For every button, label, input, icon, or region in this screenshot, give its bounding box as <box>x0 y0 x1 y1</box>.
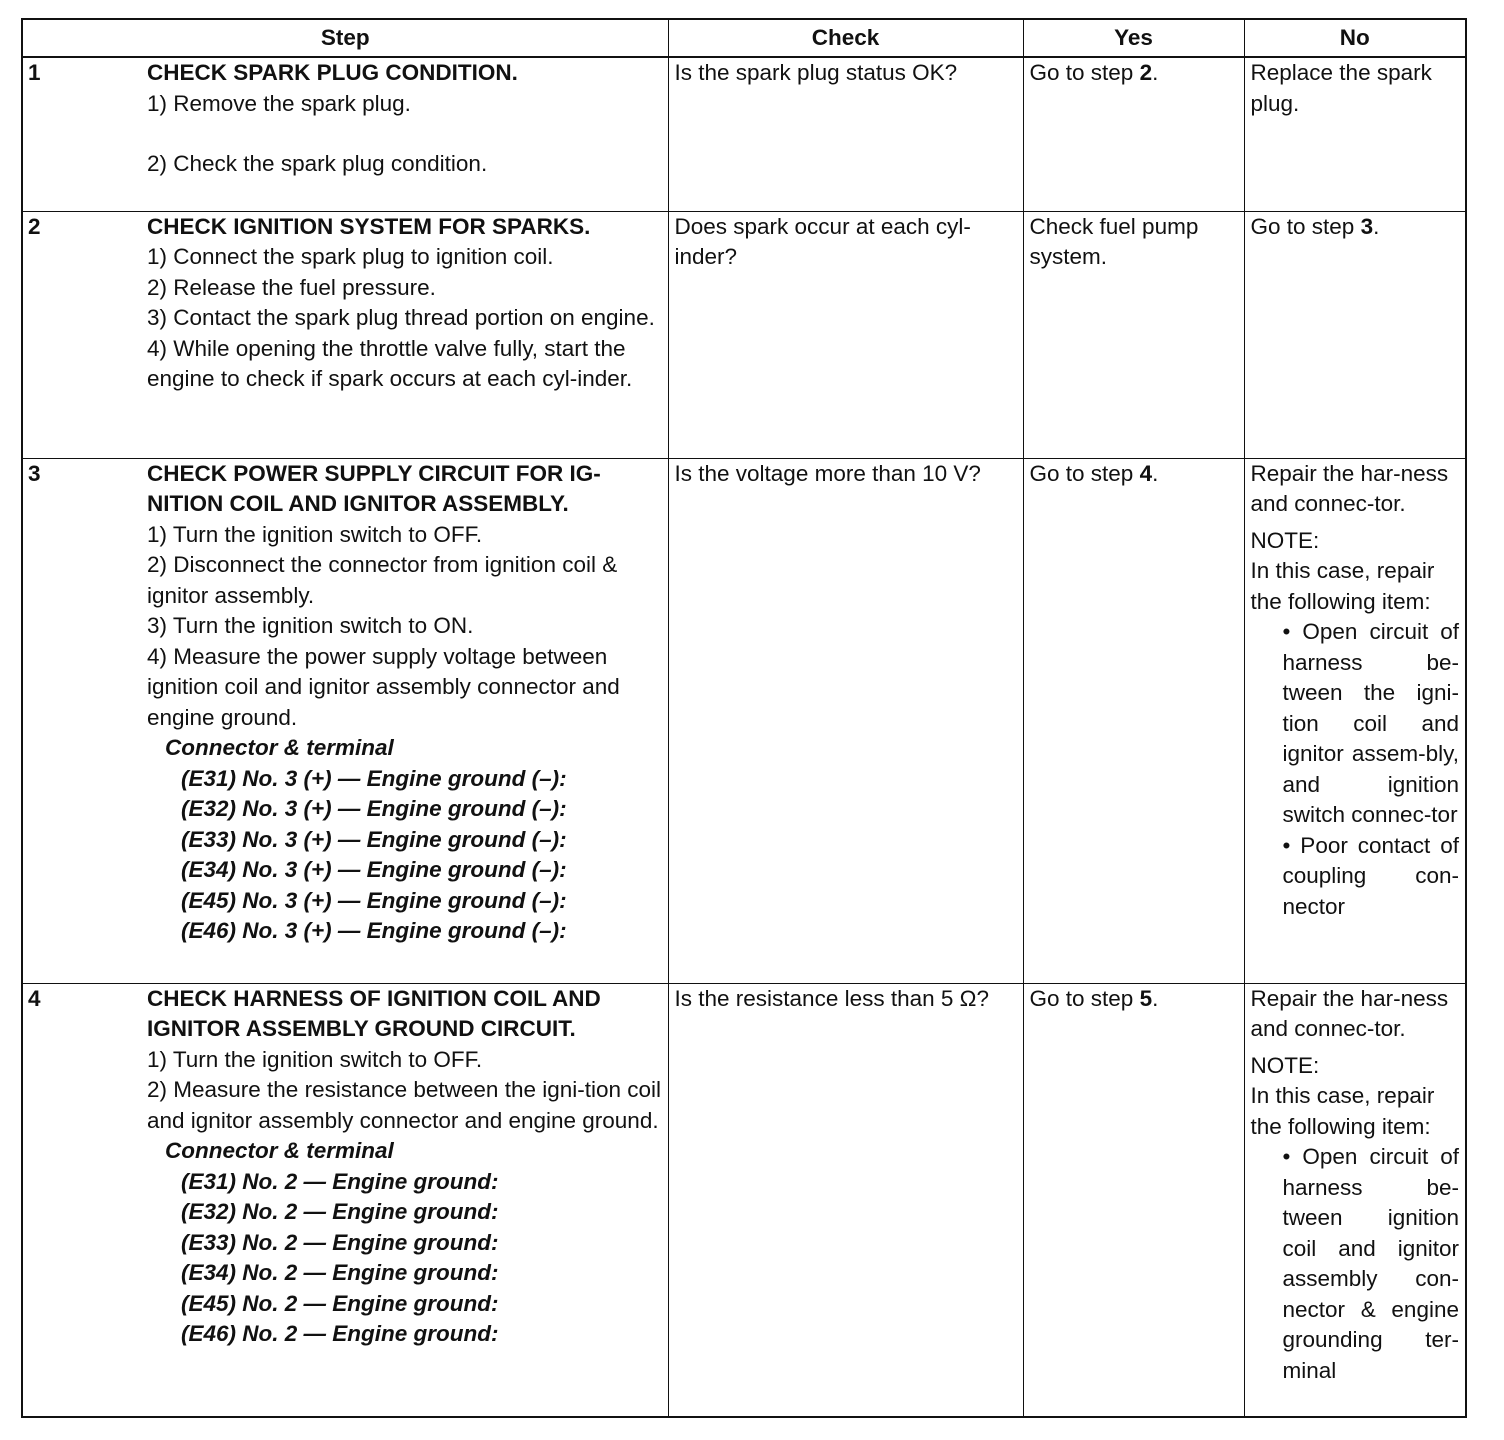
connector-heading: Connector & terminal <box>165 735 394 760</box>
step-number: 3 <box>28 460 41 486</box>
note-text: In this case, repair the following item: <box>1250 1083 1435 1139</box>
header-no: No <box>1244 19 1466 57</box>
note-label: NOTE: <box>1250 527 1320 553</box>
step-instruction: 4) Measure the power supply voltage between ignition coil and ignitor assembly connector and engine ground. <box>147 643 620 730</box>
table-row <box>22 57 1466 211</box>
step-number: 4 <box>28 985 41 1011</box>
note-bullet: • Open circuit of harness be-tween ignition coil and ignitor assembly con-nector & engine grounding ter-minal <box>1282 1144 1459 1383</box>
step-instruction: 1) Remove the spark plug. <box>147 90 411 116</box>
step-reference: 3 <box>1360 213 1374 239</box>
step-cell <box>22 983 668 1417</box>
step-instruction: 1) Turn the ignition switch to OFF. <box>147 521 483 547</box>
no-cell: Replace the spark plug. <box>1244 57 1466 211</box>
step-title: CHECK IGNITION SYSTEM FOR SPARKS. <box>147 213 591 239</box>
connector-terminal: (E34) No. 2 — Engine ground: <box>181 1260 499 1285</box>
repair-text: Repair the har-ness and connec-tor. <box>1250 985 1449 1041</box>
step-cell <box>22 211 668 458</box>
step-cell <box>22 57 668 211</box>
check-cell: Is the spark plug status OK? <box>668 57 1023 211</box>
step-instruction: 3) Turn the ignition switch to ON. <box>147 613 474 638</box>
step-instruction: 1) Connect the spark plug to ignition coil. <box>147 244 554 269</box>
connector-heading: Connector & terminal <box>165 1138 394 1163</box>
diagnostic-table <box>21 18 1467 1418</box>
note-text: In this case, repair the following item: <box>1250 558 1435 614</box>
connector-terminal: (E46) No. 3 (+) — Engine ground (–): <box>181 918 567 943</box>
step-reference: 2 <box>1139 60 1153 85</box>
check-cell: Is the resistance less than 5 Ω? <box>668 983 1023 1417</box>
step-instruction: 3) Contact the spark plug thread portion on engine. <box>147 305 655 330</box>
no-cell: Go to step 3. <box>1244 211 1466 458</box>
yes-text: Go to step <box>1029 60 1140 85</box>
step-reference: 5 <box>1139 985 1153 1011</box>
connector-terminal: (E45) No. 3 (+) — Engine ground (–): <box>181 887 567 913</box>
yes-cell: Go to step 2. <box>1023 57 1244 211</box>
step-title: CHECK SPARK PLUG CONDITION. <box>147 60 518 85</box>
step-cell <box>22 458 668 983</box>
repair-text: Repair the har-ness and connec-tor. <box>1250 460 1449 516</box>
connector-terminal: (E32) No. 2 — Engine ground: <box>181 1199 499 1224</box>
step-number: 2 <box>28 213 41 239</box>
note-bullet: • Open circuit of harness be-tween the igni-tion coil and ignitor assem-bly, and ignition switch connec-tor <box>1282 619 1459 827</box>
header-yes: Yes <box>1023 19 1244 57</box>
yes-cell: Go to step 4. <box>1023 458 1244 983</box>
yes-cell: Go to step 5. <box>1023 983 1244 1417</box>
step-instruction: 1) Turn the ignition switch to OFF. <box>147 1046 483 1072</box>
step-instruction: 2) Release the fuel pressure. <box>147 274 436 300</box>
step-title: CHECK POWER SUPPLY CIRCUIT FOR IG-NITION COIL AND IGNITOR ASSEMBLY. <box>147 460 601 516</box>
table-row <box>22 458 1466 983</box>
no-cell <box>1244 983 1466 1417</box>
connector-terminal: (E33) No. 2 — Engine ground: <box>181 1229 499 1255</box>
no-cell <box>1244 458 1466 983</box>
connector-terminal: (E45) No. 2 — Engine ground: <box>181 1290 499 1316</box>
step-instruction: 2) Check the spark plug condition. <box>147 151 488 176</box>
header-step: Step <box>22 19 668 57</box>
step-instruction: 4) While opening the throttle valve fully, start the engine to check if spark occurs at each cyl-inder. <box>147 335 633 391</box>
header-row <box>22 19 1466 57</box>
step-instruction: 2) Measure the resistance between the igni-tion coil and ignitor assembly connector and engine ground. <box>147 1077 662 1133</box>
connector-terminal: (E31) No. 2 — Engine ground: <box>181 1168 499 1194</box>
connector-terminal: (E31) No. 3 (+) — Engine ground (–): <box>181 765 567 791</box>
header-check: Check <box>668 19 1023 57</box>
table-row <box>22 983 1466 1417</box>
check-cell: Is the voltage more than 10 V? <box>668 458 1023 983</box>
step-number: 1 <box>28 60 41 85</box>
yes-cell: Check fuel pump system. <box>1023 211 1244 458</box>
note-bullet: • Poor contact of coupling con-nector <box>1282 832 1459 919</box>
connector-terminal: (E34) No. 3 (+) — Engine ground (–): <box>181 857 567 882</box>
table-row <box>22 211 1466 458</box>
connector-terminal: (E46) No. 2 — Engine ground: <box>181 1321 499 1346</box>
connector-terminal: (E32) No. 3 (+) — Engine ground (–): <box>181 796 567 821</box>
step-title: CHECK HARNESS OF IGNITION COIL AND IGNITOR ASSEMBLY GROUND CIRCUIT. <box>147 985 601 1041</box>
step-instruction: 2) Disconnect the connector from ignition coil & ignitor assembly. <box>147 552 618 608</box>
check-cell: Does spark occur at each cyl-inder? <box>668 211 1023 458</box>
note-label: NOTE: <box>1250 1052 1320 1078</box>
connector-terminal: (E33) No. 3 (+) — Engine ground (–): <box>181 826 567 852</box>
step-reference: 4 <box>1139 460 1153 486</box>
